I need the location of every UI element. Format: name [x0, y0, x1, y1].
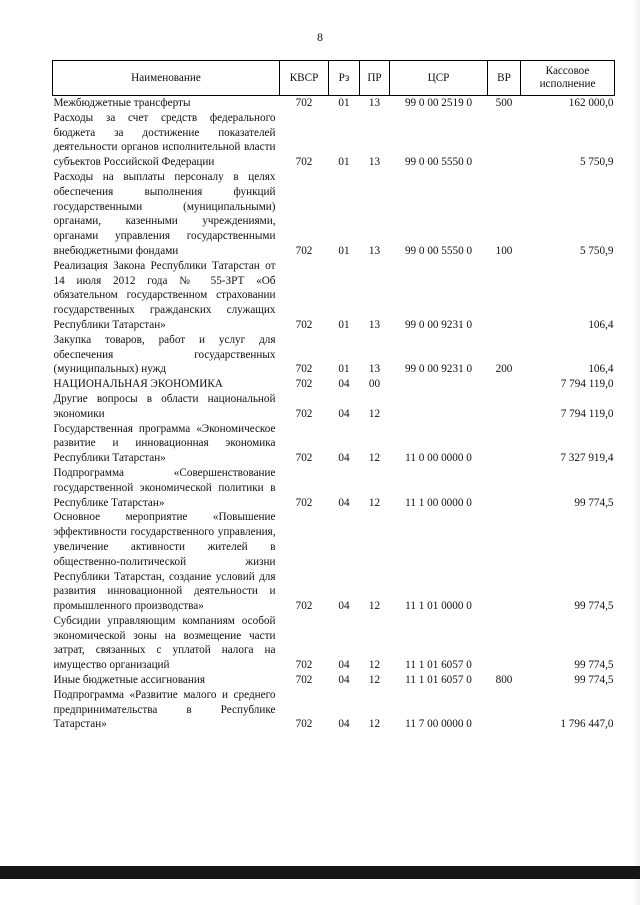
- row-pr: 12: [368, 718, 381, 731]
- row-amount: 7 794 119,0: [560, 378, 614, 391]
- table-row: [53, 614, 615, 673]
- row-pr: 13: [368, 244, 381, 257]
- table-row: [53, 688, 615, 732]
- column-header-pr: ПР: [360, 61, 390, 96]
- table-row: [53, 170, 615, 259]
- table-row: [53, 510, 615, 614]
- row-csr: 99 0 00 9231 0: [404, 363, 473, 376]
- row-pr: 13: [368, 318, 381, 331]
- scan-border-bar: [0, 866, 640, 879]
- column-header-csr: ЦСР: [390, 61, 488, 96]
- row-amount: 106,4: [588, 318, 614, 331]
- row-amount: 162 000,0: [568, 97, 614, 109]
- row-amount: 99 774,5: [574, 659, 614, 672]
- row-rz: 04: [338, 452, 350, 465]
- row-amount: 99 774,5: [574, 600, 614, 613]
- row-rz: 01: [338, 244, 350, 257]
- row-pr: 12: [368, 452, 381, 465]
- row-csr: 99 0 00 5550 0: [404, 244, 473, 257]
- row-kvsr: 702: [295, 674, 313, 687]
- row-csr: 11 1 01 6057 0: [405, 659, 472, 672]
- row-amount: 99 774,5: [574, 674, 614, 687]
- row-rz: 01: [338, 97, 350, 109]
- row-kvsr: 702: [295, 156, 313, 169]
- row-pr: 00: [368, 378, 381, 391]
- row-pr: 13: [368, 363, 381, 376]
- table-row: [53, 333, 615, 377]
- row-vr: [488, 259, 521, 333]
- cash-execution-line-1: Кассовое: [545, 65, 590, 77]
- table-row: [53, 673, 615, 688]
- row-csr: 11 1 01 6057 0: [405, 674, 472, 687]
- row-vr: [488, 377, 521, 392]
- row-csr: 11 7 00 0000 0: [405, 718, 472, 731]
- column-header-name: Наименование: [53, 61, 280, 96]
- row-amount: 5 750,9: [579, 244, 614, 257]
- row-pr: 12: [368, 659, 381, 672]
- row-name: Государственная программа «Экономическое развитие и инновационная экономика Республики Татарстан»: [53, 422, 276, 465]
- row-rz: 04: [338, 600, 350, 613]
- row-rz: 01: [338, 318, 350, 331]
- column-header-rz: Рз: [329, 61, 360, 96]
- row-vr: [488, 466, 521, 510]
- row-kvsr: 702: [295, 452, 313, 465]
- row-vr: [488, 392, 521, 422]
- row-vr: [488, 510, 521, 614]
- row-name: Субсидии управляющим компаниям особой экономической зоны на возмещение части затрат, связанных с уплатой налога на имущество организаций: [53, 614, 276, 672]
- row-kvsr: 702: [295, 244, 313, 257]
- row-pr: 13: [368, 97, 381, 109]
- row-name: Межбюджетные трансферты: [53, 97, 191, 109]
- row-rz: 04: [338, 718, 350, 731]
- row-kvsr: 702: [295, 718, 313, 731]
- row-pr: 12: [368, 407, 381, 420]
- row-vr: [488, 614, 521, 673]
- row-kvsr: 702: [295, 318, 313, 331]
- row-name: Реализация Закона Республики Татарстан от 14 июля 2012 года № 55-ЗРТ «Об обязательном государственном страховании государственных гражданских служащих Республики Татарстан»: [53, 259, 276, 331]
- column-header-kvsr: КВСР: [280, 61, 329, 96]
- row-kvsr: 702: [295, 659, 313, 672]
- column-header-vr: ВР: [488, 61, 521, 96]
- row-vr: 800: [495, 674, 513, 687]
- table-row: [53, 259, 615, 333]
- table-row: [53, 111, 615, 170]
- row-csr: [390, 392, 488, 422]
- row-kvsr: 702: [295, 600, 313, 613]
- row-rz: 04: [338, 407, 350, 420]
- row-amount: 7 794 119,0: [560, 407, 614, 420]
- row-rz: 01: [338, 156, 350, 169]
- row-csr: [390, 377, 488, 392]
- row-rz: 04: [338, 659, 350, 672]
- row-csr: 11 0 00 0000 0: [405, 452, 472, 465]
- row-csr: 11 1 00 0000 0: [405, 496, 472, 509]
- row-amount: 1 796 447,0: [560, 718, 614, 731]
- column-header-cash-execution: [521, 61, 615, 96]
- row-kvsr: 702: [295, 496, 313, 509]
- table-row: [53, 466, 615, 510]
- row-vr: 200: [495, 363, 513, 376]
- row-kvsr: 702: [295, 363, 313, 376]
- row-vr: [488, 111, 521, 170]
- row-name: Подпрограмма «Развитие малого и среднего предпринимательства в Республике Татарстан»: [53, 688, 276, 731]
- row-csr: 99 0 00 9231 0: [404, 318, 473, 331]
- row-rz: 04: [338, 496, 350, 509]
- row-vr: 500: [495, 97, 513, 109]
- row-pr: 12: [368, 496, 381, 509]
- row-csr: 99 0 00 2519 0: [404, 97, 473, 109]
- row-name: Расходы за счет средств федерального бюджета за достижение показателей деятельности органов исполнительной власти субъектов Российской Федерации: [53, 111, 276, 169]
- row-name: Расходы на выплаты персоналу в целях обеспечения выполнения функций государственными (муниципальными) органами, казенными учреждениями, органами управления государственными внебюджетными фондами: [53, 170, 276, 257]
- table-row: [53, 377, 615, 392]
- row-vr: [488, 688, 521, 732]
- row-amount: 5 750,9: [579, 156, 614, 169]
- row-csr: 99 0 00 5550 0: [404, 156, 473, 169]
- cash-execution-line-2: исполнение: [539, 78, 596, 90]
- row-name: Закупка товаров, работ и услуг для обеспечения государственных (муниципальных) нужд: [53, 333, 276, 376]
- row-vr: 100: [495, 244, 513, 257]
- scan-edge-shading: [632, 0, 640, 905]
- budget-table: [52, 60, 615, 732]
- row-kvsr: 702: [295, 97, 313, 109]
- table-row: [53, 422, 615, 466]
- page-number: 8: [317, 30, 323, 44]
- row-amount: 99 774,5: [574, 496, 614, 509]
- row-pr: 12: [368, 600, 381, 613]
- table-body: [53, 96, 615, 733]
- table-row: [53, 96, 615, 111]
- row-amount: 7 327 919,4: [560, 452, 614, 465]
- row-csr: 11 1 01 0000 0: [405, 600, 472, 613]
- row-pr: 13: [368, 156, 381, 169]
- row-kvsr: 702: [295, 378, 313, 391]
- row-amount: 106,4: [588, 363, 614, 376]
- row-vr: [488, 422, 521, 466]
- row-name: Другие вопросы в области национальной экономики: [53, 392, 276, 420]
- row-name: Подпрограмма «Совершенствование государственной экономической политики в Республике Татарстан»: [53, 466, 276, 509]
- row-kvsr: 702: [295, 407, 313, 420]
- row-name: Основное мероприятие «Повышение эффективности государственного управления, увеличение активности жителей в общественно-политической жизни Республики Татарстан, создание условий для развития инновационной деятельности и промышленного производства»: [53, 511, 276, 613]
- row-pr: 12: [368, 674, 381, 687]
- row-rz: 04: [338, 674, 350, 687]
- row-name: Иные бюджетные ассигнования: [53, 674, 205, 687]
- table-header: [53, 61, 615, 96]
- row-rz: 04: [338, 378, 350, 391]
- table-row: [53, 392, 615, 422]
- row-name: НАЦИОНАЛЬНАЯ ЭКОНОМИКА: [53, 378, 223, 391]
- row-rz: 01: [338, 363, 350, 376]
